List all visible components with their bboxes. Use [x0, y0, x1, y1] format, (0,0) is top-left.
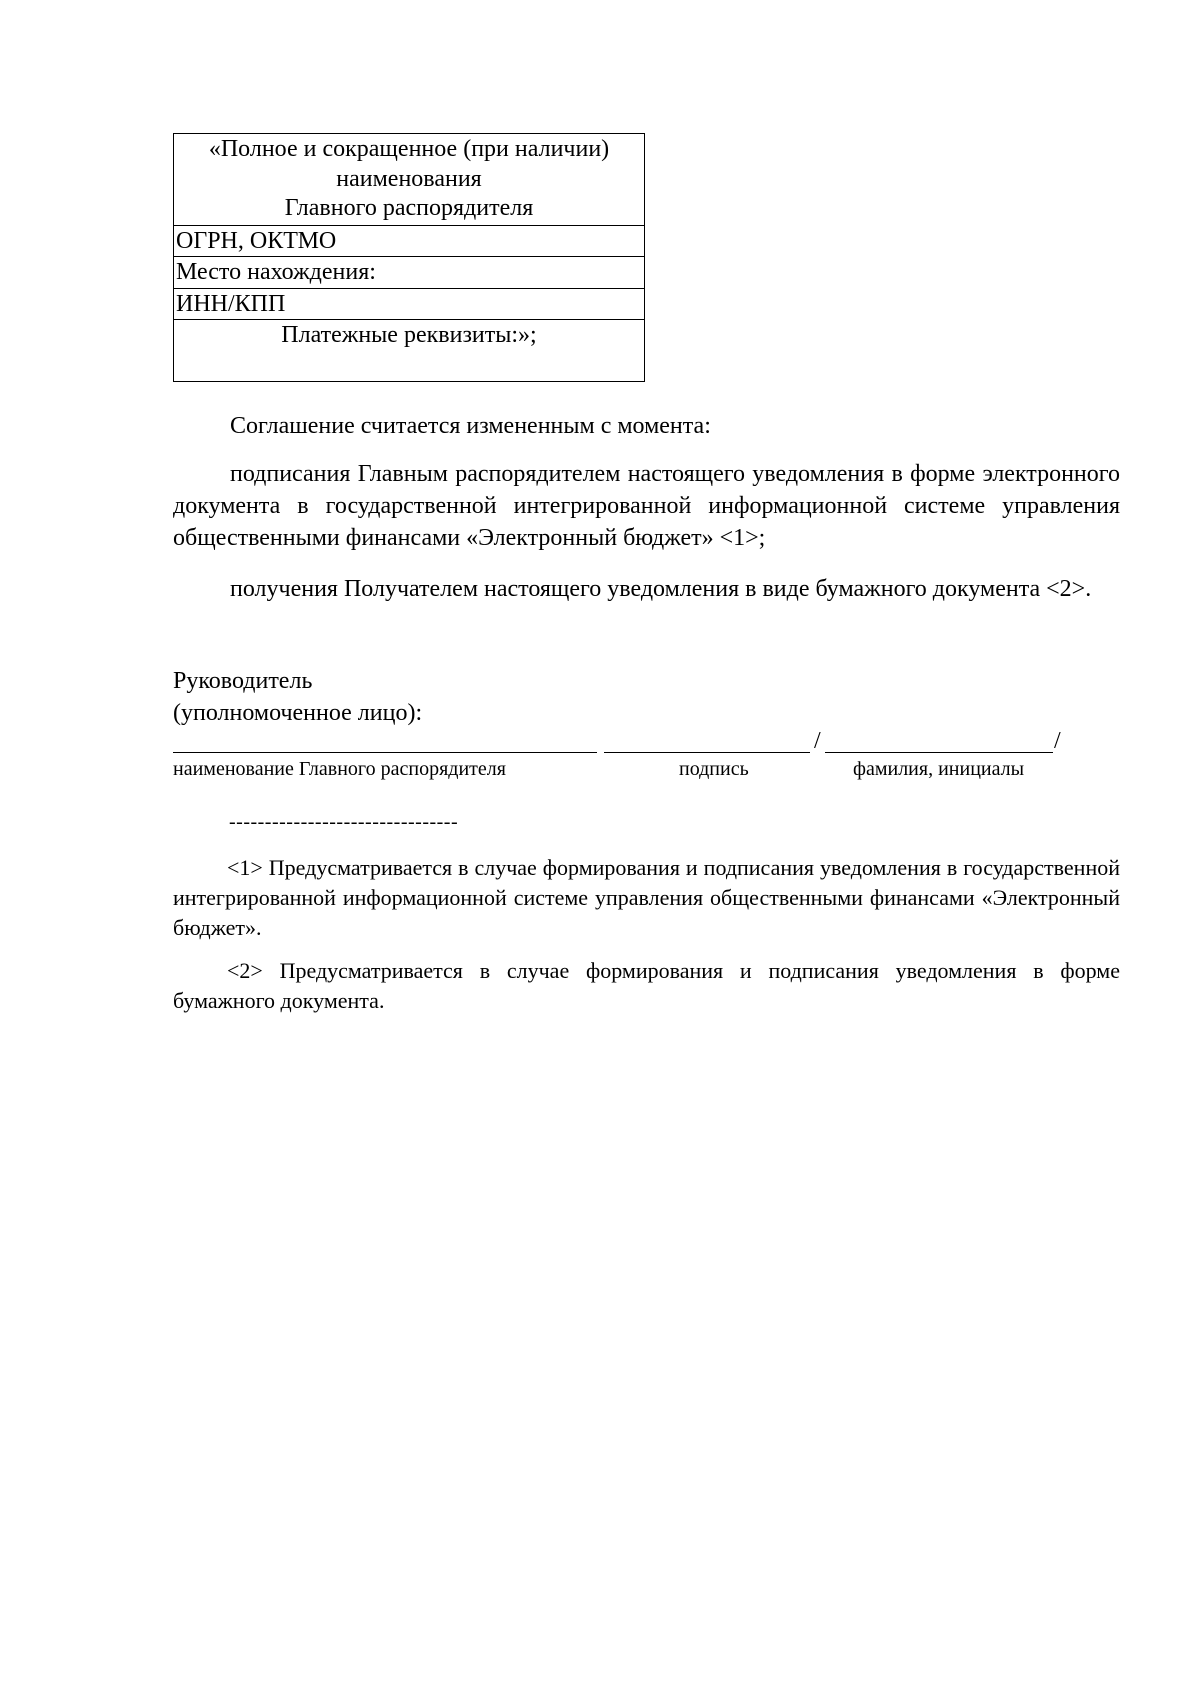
requisites-title-cell [174, 134, 644, 225]
footnote-separator: -------------------------------- [229, 811, 459, 833]
caption-signature: подпись [679, 758, 749, 780]
requisites-table [173, 133, 645, 382]
requisites-title-line-2: наименования [336, 165, 482, 192]
requisites-title-line-3: Главного распорядителя [284, 195, 534, 221]
requisites-ogrn-oktmo: ОГРН, ОКТМО [174, 225, 644, 257]
requisites-payment-details: Платежные реквизиты:»; [174, 319, 644, 381]
signature-fields [173, 724, 1073, 784]
footnote-2: <2> Предусматривается в случае формирования и подписания уведомления в форме бумажного документа. [173, 958, 1120, 1013]
signature-role-line-1: Руководитель [173, 668, 313, 694]
caption-name: наименование Главного распорядителя [173, 758, 506, 780]
signature-slash-1: / [814, 728, 821, 754]
caption-fio: фамилия, инициалы [853, 758, 1025, 780]
name-underline [173, 752, 597, 753]
paragraph-receipt: получения Получателем настоящего уведомления в виде бумажного документа <2>. [230, 576, 1092, 602]
requisites-title-line-1: «Полное и сокращенное (при наличии) [208, 136, 610, 162]
fio-underline [825, 752, 1053, 753]
signature-slash-2: / [1054, 728, 1061, 754]
requisites-inn-kpp: ИНН/КПП [174, 288, 644, 320]
requisites-location: Место нахождения: [174, 256, 644, 288]
signature-underline [604, 752, 810, 753]
paragraph-signing: подписания Главным распорядителем настоящего уведомления в форме электронного документа в государственной интегрированной информационной системе управления общественными финансами «Электронный бюджет» <1>; [173, 461, 1120, 551]
signature-role-line-2: (уполномоченное лицо): [173, 700, 423, 726]
footnote-1: <1> Предусматривается в случае формирования и подписания уведомления в государственной интегрированной информационной системе управления общественными финансами «Электронный бюджет». [173, 855, 1120, 940]
paragraph-intro: Соглашение считается измененным с момента: [230, 413, 711, 439]
signature-role [173, 665, 1120, 729]
